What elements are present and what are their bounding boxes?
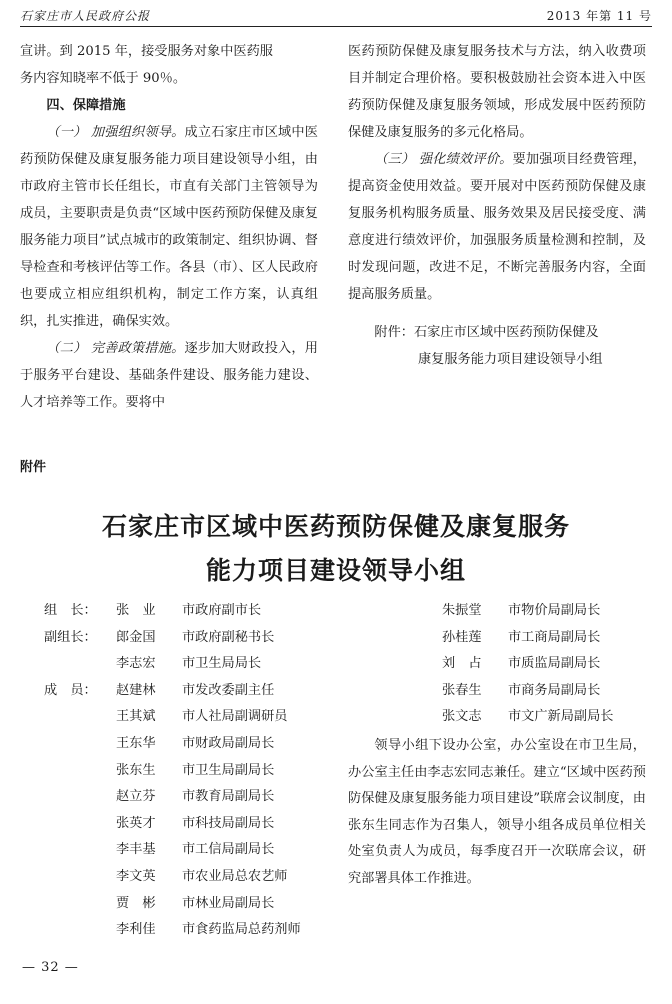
title-line-1: 石家庄市区域中医药预防保健及康复服务 xyxy=(101,512,570,541)
measure-label: （一） 加强组织领导。 xyxy=(46,125,185,140)
publication-name: 石家庄市人民政府公报 xyxy=(20,9,151,23)
roster-row xyxy=(442,651,614,678)
measure-paragraph-2 xyxy=(20,335,318,416)
attachment-title xyxy=(0,505,672,593)
roster-row xyxy=(44,891,301,918)
roster-name: 李文英 xyxy=(116,868,156,884)
roster-role xyxy=(44,891,116,918)
roster-row xyxy=(44,651,301,678)
roster-row xyxy=(44,704,301,731)
roster-row xyxy=(442,678,614,705)
roster-name: 郎金国 xyxy=(116,629,156,645)
roster-name: 张文志 xyxy=(442,709,482,725)
roster-position: 市林业局副局长 xyxy=(182,895,275,911)
roster-name: 贾 彬 xyxy=(116,895,156,911)
roster-position: 市人社局副调研员 xyxy=(182,709,288,725)
attachment-reference-line-2: 康复服务能力项目建设领导小组 xyxy=(417,352,603,367)
roster-name: 张东生 xyxy=(116,762,156,778)
roster-position: 市卫生局副局长 xyxy=(182,762,275,778)
roster-position: 市财政局副局长 xyxy=(182,735,275,751)
roster-name: 李志宏 xyxy=(116,656,156,672)
roster-name: 李利佳 xyxy=(116,922,156,938)
roster-role xyxy=(44,811,116,838)
roster-right xyxy=(442,598,614,731)
roster-name: 王其斌 xyxy=(116,709,156,725)
roster-row xyxy=(44,811,301,838)
roster-position: 市科技局副局长 xyxy=(182,815,275,831)
roster-position: 市卫生局局长 xyxy=(182,656,262,672)
roster-row xyxy=(442,704,614,731)
roster-row xyxy=(44,678,301,705)
measure-paragraph-1 xyxy=(20,119,318,335)
roster-name: 王东华 xyxy=(116,735,156,751)
roster-left xyxy=(44,598,301,944)
roster-position: 市工商局副局长 xyxy=(508,629,601,645)
roster-role xyxy=(44,917,116,944)
roster-row xyxy=(44,837,301,864)
measure-text: 要加强项目经费管理，提高资金使用效益。要开展对中医药预防保健及康复服务机构服务质量、服务效果及居民接受度、满意度进行绩效评价，加强服务质量检测和控制，及时发现问题，改进不足，不断完善服务内容，全面提高服务质量。 xyxy=(348,152,646,302)
roster-row xyxy=(44,917,301,944)
roster-name: 李丰基 xyxy=(116,842,156,858)
roster-role xyxy=(44,837,116,864)
roster-role xyxy=(44,784,116,811)
roster-role xyxy=(44,864,116,891)
roster-row xyxy=(44,758,301,785)
roster-row xyxy=(44,598,301,625)
page-number: — 32 — xyxy=(22,960,79,975)
roster-row xyxy=(44,784,301,811)
roster-role xyxy=(44,704,116,731)
measure-text: 逐步加大财政投入，用于服务平台建设、基础条件建设、服务能力建设、人才培养等工作。要将中 xyxy=(20,341,318,410)
office-note xyxy=(348,733,646,893)
left-column xyxy=(20,38,318,416)
roster-role xyxy=(44,651,116,678)
continued-text-line: 宣讲。到 2015 年，接受服务对象中医药服 xyxy=(20,44,273,59)
measure-label: （二） 完善政策措施。 xyxy=(46,341,185,356)
section-heading: 四、保障措施 xyxy=(46,98,126,113)
office-note-text: 领导小组下设办公室，办公室设在市卫生局，办公室主任由李志宏同志兼任。建立“区域中医药预防保健及康复服务能力项目建设”联席会议制度，由张东生同志作为召集人，领导小组各成员单位相关处室负责人为成员，每季度召开一次联席会议，研究部署具体工作推进。 xyxy=(348,738,646,886)
measure-paragraph-3 xyxy=(348,146,646,308)
roster-position: 市政府副秘书长 xyxy=(182,629,275,645)
roster-position: 市商务局副局长 xyxy=(508,682,601,698)
roster-role xyxy=(44,731,116,758)
roster-name: 张春生 xyxy=(442,682,482,698)
continued-text-line: 务内容知晓率不低于 90％。 xyxy=(20,71,187,86)
roster-name: 刘 占 xyxy=(442,656,482,672)
roster-row xyxy=(44,864,301,891)
roster-row xyxy=(442,598,614,625)
roster-name: 赵建林 xyxy=(116,682,156,698)
page-header xyxy=(20,0,652,27)
attachment-reference-line-1: 附件：石家庄市区域中医药预防保健及 xyxy=(374,325,599,340)
roster-name: 朱振堂 xyxy=(442,603,482,618)
roster-role: 副组长： xyxy=(44,629,97,645)
attachment-label: 附件 xyxy=(20,460,47,475)
roster-position: 市发改委副主任 xyxy=(182,682,275,698)
title-line-2: 能力项目建设领导小组 xyxy=(205,556,466,585)
roster-role: 成 员： xyxy=(44,682,97,698)
roster-position: 市政府副市长 xyxy=(182,603,262,618)
continued-paragraph: 医药预防保健及康复服务技术与方法，纳入收费项目并制定合理价格。要积极鼓励社会资本进入中医药预防保健及康复服务领域，形成发展中医药预防保健及康复服务的多元化格局。 xyxy=(348,44,646,140)
roster-position: 市食药监局总药剂师 xyxy=(182,922,301,938)
roster-position: 市工信局副局长 xyxy=(182,842,275,858)
roster-name: 孙桂莲 xyxy=(442,629,482,645)
roster-position: 市物价局副局长 xyxy=(508,603,601,618)
roster-name: 赵立芬 xyxy=(116,789,156,805)
roster-row xyxy=(44,731,301,758)
roster-role: 组 长： xyxy=(44,603,97,618)
roster-position: 市文广新局副局长 xyxy=(508,709,614,725)
roster-position: 市教育局副局长 xyxy=(182,789,275,805)
measure-text: 成立石家庄市区域中医药预防保健及康复服务能力项目建设领导小组，由市政府主管市长任组长，市直有关部门主管领导为成员，主要职责是负责“区域中医药预防保健及康复服务能力项目”试点城市的政策制定、组织协调、督导检查和考核评估等工作。各县（市）、区人民政府也要成立相应组织机构，制定工作方案，认真组织，扎实推进，确保实效。 xyxy=(20,125,318,329)
roster-name: 张英才 xyxy=(116,815,156,831)
roster-position: 市质监局副局长 xyxy=(508,656,601,672)
right-column xyxy=(348,38,646,373)
measure-label: （三） 强化绩效评价。 xyxy=(374,152,513,167)
issue-number: 2013 年第 11 号 xyxy=(546,9,652,23)
roster-position: 市农业局总农艺师 xyxy=(182,868,288,884)
roster-name: 张 业 xyxy=(116,603,156,618)
roster-row xyxy=(44,625,301,652)
roster-row xyxy=(442,625,614,652)
roster-role xyxy=(44,758,116,785)
